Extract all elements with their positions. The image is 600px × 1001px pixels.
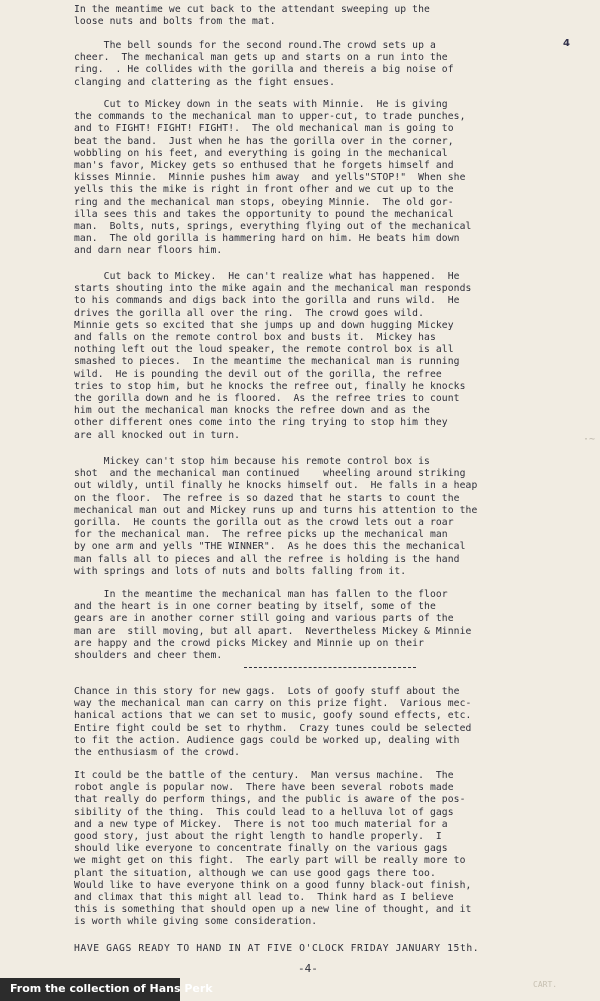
text-line: tries to stop him, but he knocks the refree out, finally he knocks: [74, 380, 466, 392]
text-line: ring. . He collides with the gorilla and thereis a big noise of: [74, 64, 454, 76]
text-line: man are still moving, but all apart. Nevertheless Mickey & Minnie: [74, 625, 472, 637]
text-line: It could be the battle of the century. Man versus machine. The: [74, 770, 454, 781]
text-line: yells this the mike is right in front ofher and we cut up to the: [74, 184, 454, 196]
text-line: Would like to have everyone think on a good funny black-out finish,: [74, 879, 472, 891]
paragraph-second-round: [74, 40, 572, 89]
text-line: wobbling on his feet, and everything is going in the mechanical: [74, 147, 448, 159]
text-line: we might get on this fight. The early part will be really more to: [74, 855, 466, 867]
text-line: gears are in another corner still going and various parts of the: [74, 613, 454, 625]
text-line: Minnie gets so excited that she jumps up and down hugging Mickey: [74, 319, 454, 331]
text-line: In the meantime we cut back to the attendant sweeping up the: [74, 4, 430, 15]
text-line: Mickey can't stop him because his remote control box is: [74, 456, 430, 467]
paragraph-cut-back-to-mickey: [74, 271, 572, 442]
text-line: on the floor. The refree is so dazed that he starts to count the: [74, 492, 460, 504]
paragraph-mickey-commands: [74, 99, 572, 258]
paragraph-battle-of-century: [74, 770, 572, 929]
text-line: other different ones come into the ring trying to stop him they: [74, 417, 448, 429]
text-line: ring and the mechanical man stops, obeying Minnie. The old gor-: [74, 196, 454, 208]
section-divider: [244, 667, 416, 668]
text-line: Cut to Mickey down in the seats with Minnie. He is giving: [74, 99, 448, 110]
text-line: loose nuts and bolts from the mat.: [74, 16, 276, 28]
text-line: man's favor, Mickey gets so enthused that he forgets himself and: [74, 160, 454, 172]
collection-credit: From the collection of Hans Perk: [10, 982, 213, 995]
text-line: illa sees this and takes the opportunity to pound the mechanical: [74, 208, 454, 220]
text-line: starts shouting into the mike again and the mechanical man responds: [74, 283, 472, 295]
text-line: way the mechanical man can carry on this prize fight. Various mec-: [74, 698, 472, 710]
text-line: Cut back to Mickey. He can't realize what has happened. He: [74, 271, 460, 282]
text-line: shoulders and cheer them.: [74, 650, 223, 662]
text-line: clanging and clattering as the fight ensues.: [74, 76, 336, 88]
paragraph-cant-stop-him: [74, 456, 572, 578]
text-line: man. Bolts, nuts, springs, everything flying out of the mechanical: [74, 221, 472, 233]
page-mark: -4-: [298, 962, 318, 975]
text-line: Chance in this story for new gags. Lots of goofy stuff about the: [74, 686, 460, 697]
text-line: for the mechanical man. The refree picks up the mechanical man: [74, 529, 448, 541]
deadline-line: HAVE GAGS READY TO HAND IN AT FIVE O'CLOCK FRIDAY JANUARY 15th.: [74, 943, 480, 954]
text-line: The bell sounds for the second round.The crowd sets up a: [74, 40, 436, 51]
text-line: mechanical man out and Mickey runs up and turns his attention to the: [74, 504, 478, 516]
page-number: 4: [563, 38, 570, 49]
text-line: shot and the mechanical man continued wheeling around striking: [74, 468, 466, 480]
margin-mark: ·~: [583, 434, 596, 445]
text-line: drives the gorilla all over the ring. The crowd goes wild.: [74, 307, 425, 319]
text-line: and climax that this might all lead to. Think hard as I believe: [74, 892, 454, 904]
text-line: cheer. The mechanical man gets up and starts on a run into the: [74, 52, 448, 64]
text-line: and a new type of Mickey. There is not too much material for a: [74, 818, 448, 830]
text-line: and falls on the remote control box and busts it. Mickey has: [74, 332, 436, 344]
text-line: to his commands and digs back into the gorilla and runs wild. He: [74, 295, 460, 307]
text-line: with springs and lots of nuts and bolts falling from it.: [74, 565, 407, 577]
text-line: by one arm and yells "THE WINNER". As he does this the mechanical: [74, 541, 466, 553]
text-line: beat the band. Just when he has the gorilla over in the corner,: [74, 135, 454, 147]
text-line: nothing left out the loud speaker, the remote control box is all: [74, 344, 454, 356]
text-line: that really do perform things, and the public is aware of the pos-: [74, 794, 466, 806]
text-line: and the heart is in one corner beating by itself, some of the: [74, 601, 436, 613]
paragraph-fallen-to-floor: [74, 589, 572, 662]
text-line: and darn near floors him.: [74, 245, 223, 257]
text-line: to fit the action. Audience gags could be worked up, dealing with: [74, 734, 460, 746]
text-line: gorilla. He counts the gorilla out as the crowd lets out a roar: [74, 517, 454, 529]
text-line: Entire fight could be set to rhythm. Crazy tunes could be selected: [74, 722, 472, 734]
text-line: hanical actions that we can set to music, goofy sound effects, etc.: [74, 710, 472, 722]
text-line: this is something that should open up a new line of thought, and it: [74, 904, 472, 916]
text-line: good story, just about the right length to handle properly. I: [74, 831, 442, 843]
collection-credit-banner: [0, 978, 213, 1001]
text-line: wild. He is pounding the devil out of the gorilla, the refree: [74, 368, 442, 380]
text-line: are all knocked out in turn.: [74, 429, 241, 441]
faded-stamp: CART.: [533, 980, 558, 989]
text-line: should like everyone to concentrate finally on the various gags: [74, 843, 448, 855]
text-line: smashed to pieces. In the meantime the mechanical man is running: [74, 356, 460, 368]
text-line: plant the situation, although we can use good gags there too.: [74, 867, 436, 879]
text-line: kisses Minnie. Minnie pushes him away and yells"STOP!" When she: [74, 172, 466, 184]
text-line: and to FIGHT! FIGHT! FIGHT!. The old mechanical man is going to: [74, 123, 454, 135]
text-line: man falls all to pieces and all the refree is holding is the hand: [74, 553, 460, 565]
text-line: robot angle is popular now. There have been several robots made: [74, 782, 454, 794]
paragraph-attendant: [74, 4, 572, 28]
text-line: sibility of the thing. This could lead to a helluva lot of gags: [74, 806, 454, 818]
text-line: him out the mechanical man knocks the refree down and as the: [74, 405, 430, 417]
text-line: is worth while giving some consideration.: [74, 916, 318, 928]
text-line: In the meantime the mechanical man has fallen to the floor: [74, 589, 448, 600]
text-line: the commands to the mechanical man to upper-cut, to trade punches,: [74, 111, 466, 123]
paragraph-new-gags: [74, 686, 572, 759]
text-line: the enthusiasm of the crowd.: [74, 747, 241, 759]
text-line: out wildly, until finally he knocks himself out. He falls in a heap: [74, 480, 478, 492]
text-line: the gorilla down and he is floored. As the refree tries to count: [74, 393, 460, 405]
text-line: are happy and the crowd picks Mickey and Minnie up on their: [74, 637, 425, 649]
text-line: man. The old gorilla is hammering hard on him. He beats him down: [74, 233, 460, 245]
